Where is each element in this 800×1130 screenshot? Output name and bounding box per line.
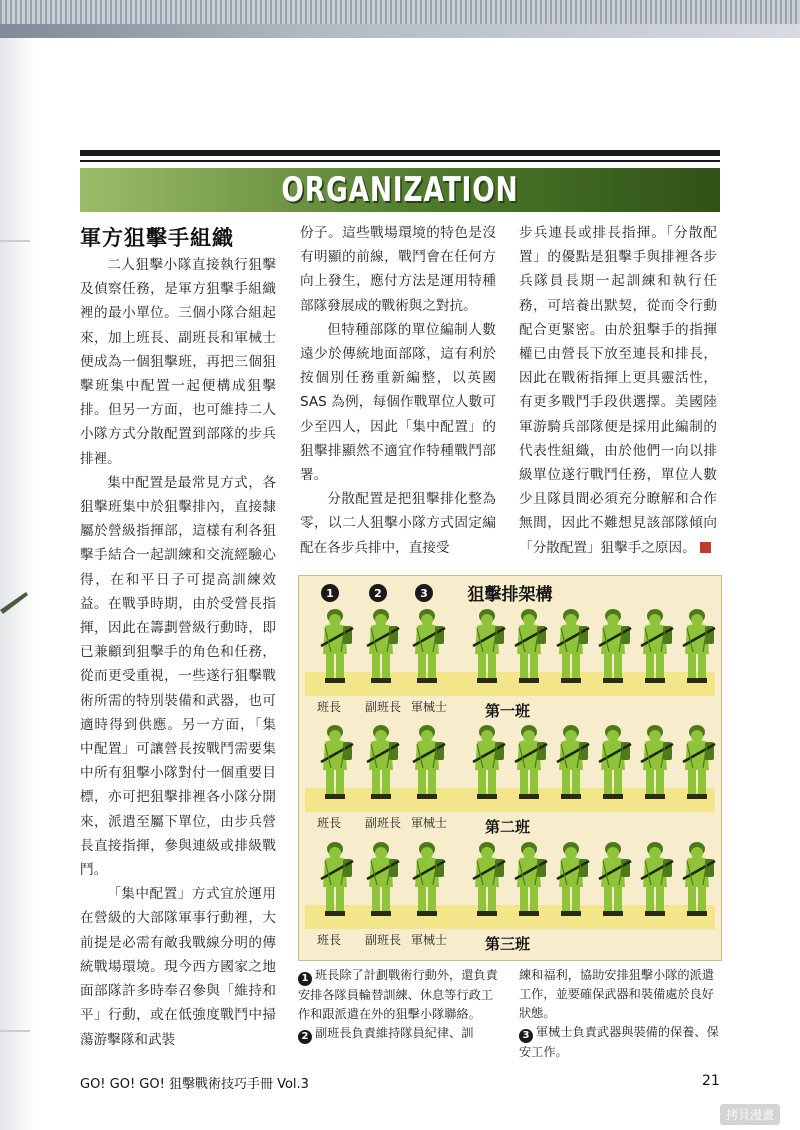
role-number-badge: 1 — [321, 584, 339, 602]
diagram-note — [519, 966, 719, 1023]
soldier-icon — [317, 722, 357, 800]
left-margin-rule — [0, 240, 30, 242]
soldier-icon — [469, 606, 509, 684]
note-number-badge: 3 — [519, 1029, 533, 1043]
soldier-icon — [469, 839, 509, 917]
soldier-icon — [553, 606, 593, 684]
squad-label: 第一班 — [485, 702, 531, 720]
role-label: 副班長 — [365, 700, 402, 714]
paragraph: 二人狙擊小隊直接執行狙擊及偵察任務，是軍方狙擊手組織裡的最小單位。三個小隊合組起來，加上班長、副班長和軍械士便成為一個狙擊班，再把三個狙擊班集中配置一起便構成狙擊排。但另一方面，也可維持二人小隊方式分散配置到部隊的步兵排裡。 — [80, 257, 276, 467]
paragraph: 份子。這些戰場環境的特色是沒有明顯的前線，戰鬥會在任何方向上發生，應付方法是運用特種部隊發展成的戰術與之對抗。 — [300, 225, 496, 314]
soldier-icon — [679, 722, 719, 800]
soldier-icon — [409, 722, 449, 800]
end-mark-icon — [700, 542, 711, 553]
role-number-badge: 3 — [415, 584, 433, 602]
soldier-icon — [469, 722, 509, 800]
paragraph: 集中配置是最常見方式，各狙擊班集中於狙擊排內，直接隸屬於營級指揮部，這樣有利各狙擊手結合一起訓練和交流經驗心得，在和平日子可提高訓練效益。在戰爭時期，由於受營長指揮，因此在籌劃營級行動時，即已兼顧到狙擊手的角色和任務，從而更受重視，一些遂行狙擊戰術所需的特別裝備和武器，也可適時得到供應。另一方面，「集中配置」可讓營長按戰鬥需要集中所有狙擊小隊對付一個重要目標，亦可把狙擊排裡各小隊分開來，派遣至屬下單位，由步兵營長直接指揮，參與連級或排級戰鬥。 — [80, 474, 276, 879]
page-spine-shadow — [0, 38, 36, 1130]
role-label: 副班長 — [365, 816, 402, 830]
role-label: 班長 — [317, 933, 342, 947]
role-label: 軍械士 — [411, 816, 448, 830]
paragraph: 「集中配置」方式宜於運用在營級的大部隊軍事行動裡，大前提是必需有敵我戰線分明的傳統戰場環境。現今西方國家之地面部隊許多時奉召參與「維持和平」行動，或在低強度戰鬥中掃蕩游擊隊和武裝 — [80, 886, 276, 1048]
soldier-icon — [595, 722, 635, 800]
soldier-icon — [409, 606, 449, 684]
watermark: 拷貝漫畫 — [720, 1104, 780, 1125]
header-rules — [80, 150, 720, 162]
rifle-edge-icon — [0, 588, 28, 614]
section-banner — [80, 168, 720, 212]
soldier-icon — [595, 839, 635, 917]
role-label: 班長 — [317, 816, 342, 830]
soldier-icon — [595, 606, 635, 684]
paragraph: 但特種部隊的單位編制人數遠少於傳統地面部隊，這有利於按個別任務重新編整，以英國 SAS 為例，每個作戰單位人數可少至四人，因此「集中配置」的狙擊排顯然不適宜作特種戰鬥部署。 — [300, 321, 496, 484]
soldier-icon — [553, 839, 593, 917]
soldier-icon — [637, 606, 677, 684]
role-label: 副班長 — [365, 933, 402, 947]
left-margin-rule — [0, 1030, 30, 1032]
sniper-platoon-diagram — [298, 575, 722, 961]
note-text: 副班長負責維持隊員紀律、訓 — [315, 1026, 474, 1040]
diagram-notes-left — [298, 966, 502, 1044]
role-number-badge: 2 — [369, 584, 387, 602]
soldier-icon — [679, 606, 719, 684]
article-title: 軍方狙擊手組織 — [80, 226, 234, 250]
diagram-note — [519, 1023, 719, 1062]
soldier-icon — [553, 722, 593, 800]
soldier-icon — [511, 606, 551, 684]
banner-title: ORGANIZATION — [281, 170, 519, 210]
soldier-icon — [363, 722, 403, 800]
soldier-icon — [363, 606, 403, 684]
soldier-icon — [317, 839, 357, 917]
soldier-icon — [511, 839, 551, 917]
soldier-icon — [511, 722, 551, 800]
page-number: 21 — [702, 1073, 720, 1089]
diagram-title: 狙擊排架構 — [467, 585, 553, 605]
diagram-note — [298, 966, 502, 1024]
note-number-badge: 2 — [298, 1030, 312, 1044]
text-column-1 — [80, 253, 276, 1052]
footer-book-title: GO! GO! GO! 狙擊戰術技巧手冊 Vol.3 — [80, 1077, 309, 1092]
role-label: 軍械士 — [411, 700, 448, 714]
squad-label: 第三班 — [485, 935, 531, 953]
soldier-icon — [409, 839, 449, 917]
role-label: 軍械士 — [411, 933, 448, 947]
role-label: 班長 — [317, 700, 342, 714]
paragraph: 分散配置是把狙擊排化整為零，以二人狙擊小隊方式固定編配在各步兵排中，直接受 — [300, 491, 496, 556]
diagram-note — [298, 1024, 502, 1044]
squad-label: 第二班 — [485, 818, 531, 836]
note-text: 練和福利，協助安排狙擊小隊的派遣工作，並要確保武器和裝備處於良好狀態。 — [519, 968, 714, 1020]
note-number-badge: 1 — [298, 972, 312, 986]
soldier-icon — [317, 606, 357, 684]
text-column-3 — [519, 221, 717, 560]
diagram-notes-right — [519, 966, 719, 1062]
soldier-icon — [637, 839, 677, 917]
soldier-icon — [679, 839, 719, 917]
text-column-2 — [300, 221, 496, 560]
paragraph: 步兵連長或排長指揮。「分散配置」的優點是狙擊手與排裡各步兵隊員長期一起訓練和執行任務，可培養出默契，從而令行動配合更緊密。由於狙擊手的指揮權已由營長下放至連長和排長，因此在戰術指揮上更具靈活性，有更多戰鬥手段供選擇。美國陸軍游騎兵部隊便是採用此編制的代表性組織，由於他們一向以排級單位遂行戰鬥任務，單位人數少且隊員間必須充分瞭解和合作無間，因此不難想見該部隊傾向「分散配置」狙擊手之原因。 — [519, 225, 717, 556]
note-text: 軍械士負責武器與裝備的保養、保安工作。 — [519, 1025, 719, 1059]
soldier-icon — [363, 839, 403, 917]
top-decorative-strip — [0, 0, 800, 38]
soldier-icon — [637, 722, 677, 800]
note-text: 班長除了計劃戰術行動外，還負責安排各隊員輪替訓練、休息等行政工作和跟派遣在外的狙擊小隊聯絡。 — [298, 968, 498, 1021]
